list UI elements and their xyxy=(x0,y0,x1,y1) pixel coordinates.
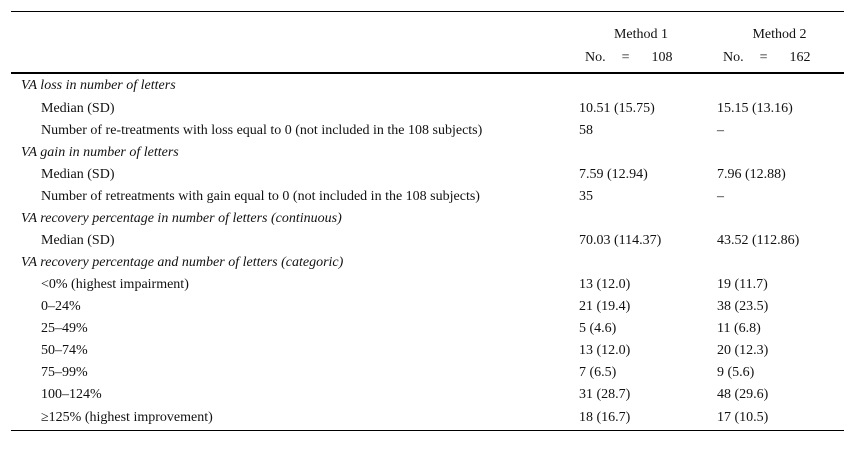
table-row xyxy=(11,384,844,406)
method2-value: 15.15 (13.16) xyxy=(717,101,793,116)
method2-value: 17 (10.5) xyxy=(717,410,769,425)
section-label: VA gain in number of letters xyxy=(21,145,179,160)
method2-value: 43.52 (112.86) xyxy=(717,233,800,248)
method1-value: 58 xyxy=(579,123,593,138)
header-method1-count xyxy=(567,44,705,73)
method1-count-line xyxy=(567,50,705,66)
method1-value: 7 (6.5) xyxy=(579,365,617,380)
method1-value xyxy=(567,73,705,98)
table-row xyxy=(11,406,844,430)
section-row xyxy=(11,252,844,274)
method2-label: Method 2 xyxy=(752,27,807,42)
table-row xyxy=(11,230,844,252)
method1-n: 108 xyxy=(651,50,673,65)
method2-no-label: No. xyxy=(723,50,744,65)
row-label: 50–74% xyxy=(41,343,88,358)
method2-value: 48 (29.6) xyxy=(717,387,769,402)
header-method1 xyxy=(567,12,705,44)
method1-value: 18 (16.7) xyxy=(579,410,631,425)
row-label: <0% (highest impairment) xyxy=(41,277,189,292)
row-label: 75–99% xyxy=(41,365,88,380)
method1-value xyxy=(567,142,705,164)
table-row xyxy=(11,98,844,120)
table-row xyxy=(11,186,844,208)
method2-value: 38 (23.5) xyxy=(717,299,769,314)
method1-value: 31 (28.7) xyxy=(579,387,631,402)
method1-value: 70.03 (114.37) xyxy=(579,233,662,248)
row-label: 100–124% xyxy=(41,387,102,402)
method2-eq: = xyxy=(759,50,768,65)
method2-value: – xyxy=(717,123,724,138)
method2-count-line xyxy=(705,50,844,66)
table-row xyxy=(11,362,844,384)
table-row xyxy=(11,318,844,340)
section-row xyxy=(11,142,844,164)
method2-value xyxy=(705,142,844,164)
row-label: ≥125% (highest improvement) xyxy=(41,410,213,425)
header-method2 xyxy=(705,12,844,44)
row-label: Median (SD) xyxy=(41,233,115,248)
method1-value: 5 (4.6) xyxy=(579,321,617,336)
method2-value: 7.96 (12.88) xyxy=(717,167,786,182)
header-method2-count xyxy=(705,44,844,73)
header-row-counts xyxy=(11,44,844,73)
row-label: 0–24% xyxy=(41,299,81,314)
method1-value xyxy=(567,208,705,230)
method2-value xyxy=(705,252,844,274)
method1-value: 10.51 (15.75) xyxy=(579,101,655,116)
table-row xyxy=(11,340,844,362)
method1-value xyxy=(567,252,705,274)
table-body xyxy=(11,73,844,430)
table-row xyxy=(11,120,844,142)
method2-value: 20 (12.3) xyxy=(717,343,769,358)
row-label: 25–49% xyxy=(41,321,88,336)
section-row xyxy=(11,208,844,230)
method2-value: 11 (6.8) xyxy=(717,321,761,336)
table-row xyxy=(11,164,844,186)
header-row-methods xyxy=(11,12,844,44)
results-table xyxy=(11,11,844,431)
table-row xyxy=(11,296,844,318)
method1-value: 7.59 (12.94) xyxy=(579,167,648,182)
method1-value: 13 (12.0) xyxy=(579,343,631,358)
data-table xyxy=(11,12,844,430)
row-label: Median (SD) xyxy=(41,167,115,182)
row-label: Median (SD) xyxy=(41,101,115,116)
method1-label: Method 1 xyxy=(613,27,669,42)
section-label: VA recovery percentage in number of letters (continuous) xyxy=(21,211,342,226)
section-label: VA recovery percentage and number of letters (categoric) xyxy=(21,255,344,270)
method2-value: – xyxy=(717,189,724,204)
method2-n: 162 xyxy=(789,50,811,65)
header-empty-cell xyxy=(11,44,567,73)
method2-value xyxy=(705,73,844,98)
method1-value: 13 (12.0) xyxy=(579,277,631,292)
row-label: Number of retreatments with gain equal to 0 (not included in the 108 subjects) xyxy=(41,189,480,204)
header-empty-cell xyxy=(11,12,567,44)
section-label: VA loss in number of letters xyxy=(21,78,176,93)
section-row xyxy=(11,73,844,98)
table-header xyxy=(11,12,844,73)
method2-value xyxy=(705,208,844,230)
method2-value: 19 (11.7) xyxy=(717,277,768,292)
method1-eq: = xyxy=(621,50,630,65)
method1-no-label: No. xyxy=(585,50,606,65)
method1-value: 35 xyxy=(579,189,593,204)
method1-value: 21 (19.4) xyxy=(579,299,631,314)
row-label: Number of re-treatments with loss equal to 0 (not included in the 108 subjects) xyxy=(41,123,483,138)
table-row xyxy=(11,274,844,296)
method2-value: 9 (5.6) xyxy=(717,365,755,380)
